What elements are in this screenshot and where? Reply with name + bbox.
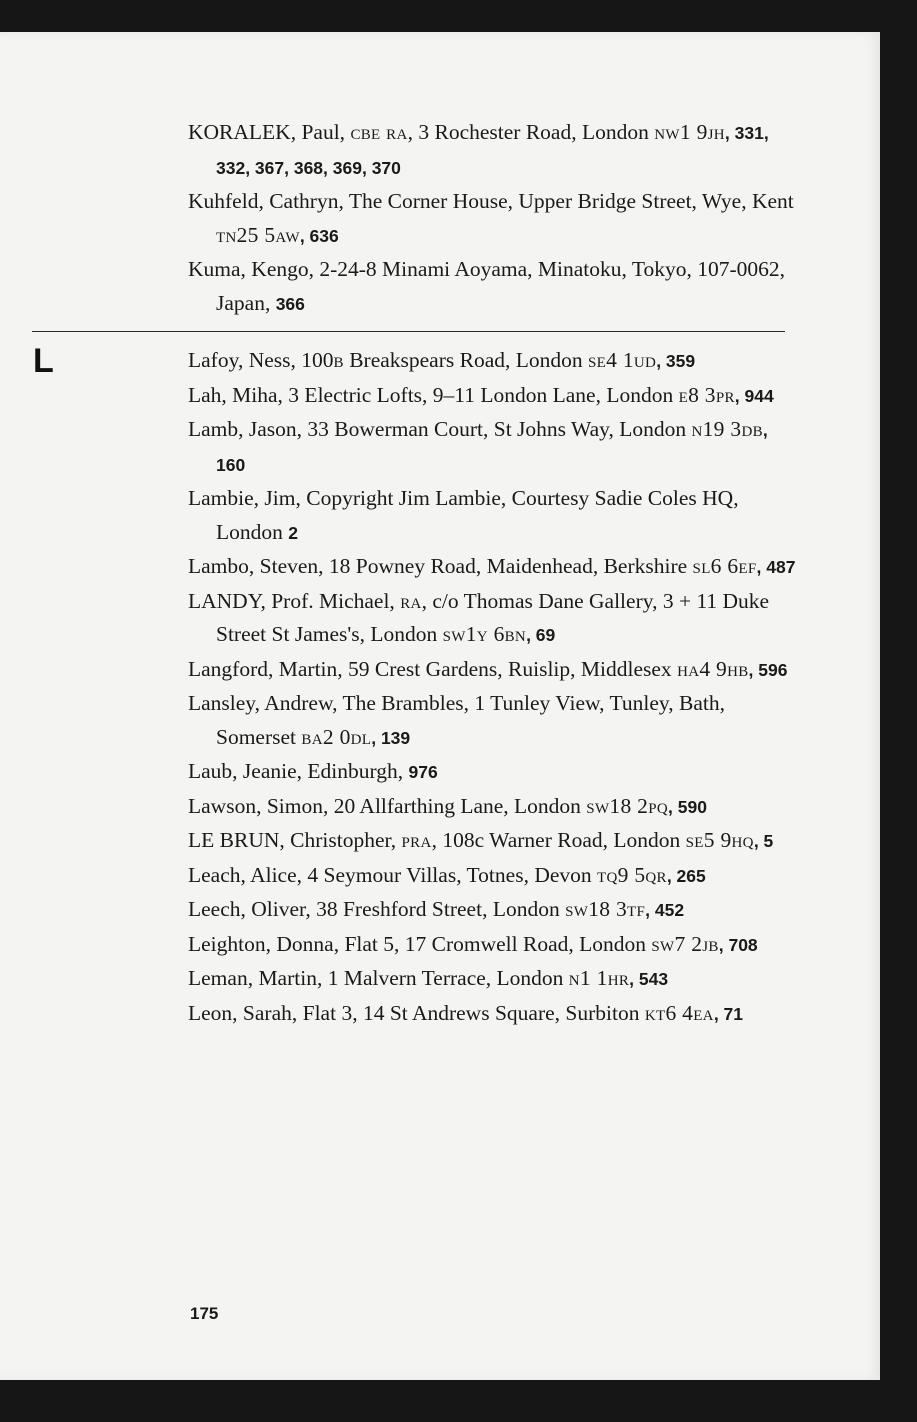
entry-postcode: n1 1hr [568,966,630,990]
section-divider [32,331,785,332]
index-entry [188,928,798,963]
entry-postcode: ba2 0dl [301,724,372,749]
entry-name: Lamb, Jason, 33 Bowerman Court, St Johns Way, London [188,417,692,441]
index-entry [188,185,798,253]
entry-honours: pra [401,828,432,852]
index-entry [188,344,798,379]
entry-postcode: sw7 2jb [651,931,719,956]
entry-address: , c/o Thomas Dane Gallery, 3 + 11 Duke Street St James's, London [216,588,770,646]
entry-honours: ra [400,588,422,613]
entry-pages: 366 [275,293,305,314]
entry-pages: , 944 [734,385,774,406]
entry-name: KORALEK, Paul, [188,120,351,144]
entry-address: Breakspears Road, London [343,348,589,372]
entry-address: , 108c Warner Road, London [431,828,686,852]
entry-pages: , 452 [645,900,685,920]
book-page [0,32,880,1380]
entry-postcode: tn25 5aw [216,222,300,247]
entry-name: Lah, Miha, 3 Electric Lofts, 9–11 London Lane, London [188,382,679,407]
entries-k [188,116,798,321]
entries-l [188,344,798,1031]
index-entry [188,413,798,482]
index-entry [188,962,798,997]
entry-postcode: nw1 9jh [654,120,725,144]
entry-pages: , 160 [216,420,768,475]
entry-name: LANDY, Prof. Michael, [188,588,401,613]
index-entry [188,790,798,825]
entry-name: Lambo, Steven, 18 Powney Road, Maidenhead, Berkshire [188,554,693,578]
entry-name: Leman, Martin, 1 Malvern Terrace, London [188,966,569,990]
entry-postcode: n19 3db [691,417,763,441]
section-letter: L [33,342,54,380]
entry-pages: 2 [288,522,298,543]
entry-name: Leech, Oliver, 38 Freshford Street, London [188,897,566,921]
entry-name: Leon, Sarah, Flat 3, 14 St Andrews Square, Surbiton [188,1000,645,1025]
entry-pages: , 636 [299,225,339,246]
entry-postcode: sl6 6ef [692,554,757,578]
entry-name: Lambie, Jim, Copyright Jim Lambie, Courtesy Sadie Coles HQ, London [188,486,739,544]
entry-name: Laub, Jeanie, Edinburgh, [188,759,409,783]
entry-honours: cbe ra [350,120,408,144]
entry-pages: , 708 [718,934,758,955]
index-entry [188,997,798,1032]
entry-pages: , 596 [748,659,788,680]
index-entry [188,755,798,790]
entry-pages: , 331, 332, 367, 368, 369, 370 [216,123,769,178]
index-entry [188,585,798,653]
index-entry [188,653,798,688]
entry-postcode: se4 1ud [588,348,657,372]
entry-pages: , 5 [753,831,774,851]
index-entry [188,824,798,859]
index-entry [188,893,798,928]
index-entry [188,482,798,550]
entry-postcode: sw1y 6bn [442,622,527,646]
entry-pages: , 139 [371,727,411,748]
entry-pages: , 69 [526,625,556,645]
entry-postcode: ha4 9hb [677,656,749,681]
entry-postcode: e8 3pr [678,382,735,407]
index-entry [188,687,798,755]
entry-name: LE BRUN, Christopher, [188,828,402,852]
entry-pages: 976 [408,762,438,782]
entry-pages: , 590 [668,796,707,817]
entry-name: Langford, Martin, 59 Crest Gardens, Ruislip, Middlesex [188,656,678,681]
index-entry [188,550,798,585]
entry-name: Kuhfeld, Cathryn, The Corner House, Upper Bridge Street, Wye, Kent [188,189,794,213]
entry-name: Leach, Alice, 4 Seymour Villas, Totnes, Devon [188,862,598,887]
entry-address: , 3 Rochester Road, London [407,120,655,144]
entry-pages: , 543 [629,969,669,989]
entry-postcode: tq9 5qr [597,862,667,887]
entry-honours: b [333,348,344,372]
entry-postcode: se5 9hq [685,828,754,852]
entry-name: Lansley, Andrew, The Brambles, 1 Tunley View, Tunley, Bath, Somerset [188,691,725,749]
index-entry [188,859,798,894]
entry-postcode: sw18 2pq [586,793,668,818]
entry-name: Kuma, Kengo, 2-24-8 Minami Aoyama, Minatoku, Tokyo, 107-0062, Japan, [188,257,786,315]
index-entry [188,379,798,414]
entry-name: Lafoy, Ness, 100 [188,348,334,372]
index-entry [188,116,798,185]
entry-postcode: sw18 3tf [565,897,646,921]
entry-name: Leighton, Donna, Flat 5, 17 Cromwell Road, London [188,931,652,956]
entry-pages: , 359 [656,351,696,371]
entry-pages: , 487 [756,557,796,577]
index-entry [188,253,798,321]
entry-pages: , 71 [713,1003,744,1024]
page-number: 175 [190,1304,219,1323]
entry-pages: , 265 [666,865,706,886]
entry-name: Lawson, Simon, 20 Allfarthing Lane, London [188,793,587,818]
entry-postcode: kt6 4ea [644,1000,714,1025]
